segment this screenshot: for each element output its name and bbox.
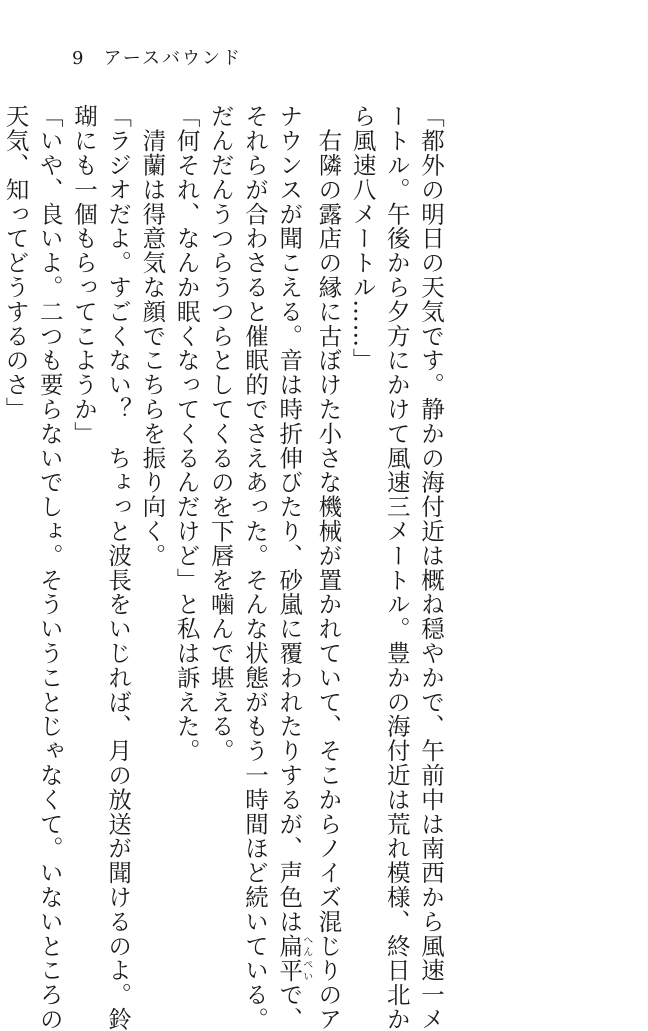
ruby-henpei — [275, 933, 312, 983]
text-line-12: 「いや、良いよ。二つも要らないでしょ。そういうことじゃなくて。いないところの — [35, 104, 64, 1031]
text-line-4: 右隣の露店の縁に古ぼけた小さな機械が置かれていて、そこからノイズ混じりのア — [314, 104, 343, 1031]
text-line-3: ら風速八メートル……」 — [348, 104, 377, 373]
text-line-2: ートル。午後から夕方にかけて風速三メートル。豊かの海付近は荒れ模様、終日北か — [382, 104, 411, 1031]
novel-text-body — [0, 104, 448, 1031]
text-line-5 — [272, 104, 312, 1031]
page-number: 9 — [72, 48, 86, 69]
text-line-6: それらが合わさると催眠的でさえあった。そんな状態がもう一時間ほど続いている。 — [240, 104, 269, 1031]
text-line-8: 「何それ、なんか眠くなってくるんだけど」と私は訴えた。 — [172, 104, 201, 763]
text-line-5-lead: ナウンスが聞こえる。音は時折伸びたり、砂嵐に覆われたりするが、声色は — [275, 104, 304, 934]
text-line-7: だんだんうつらうつらとしてくるのを下唇を噛んで堪える。 — [206, 104, 235, 763]
text-line-5-tail: で、 — [275, 982, 304, 1031]
text-line-1: 「都外の明日の天気です。静かの海付近は概ね穏やかで、午前中は南西から風速一メ — [417, 104, 445, 1031]
chapter-title: アースバウンド — [103, 48, 243, 69]
text-line-10: 「ラジオだよ。すごくない？ ちょっと波長をいじれば、月の放送が聞けるのよ。鈴 — [104, 104, 133, 1031]
text-line-13: 天気、知ってどうするのさ」 — [1, 104, 30, 422]
text-line-11: 瑚にも一個もらってこようか」 — [69, 104, 98, 446]
ruby-reading: へんぺい — [300, 933, 312, 983]
ruby-base: 扁平 — [275, 933, 304, 983]
text-line-9: 清蘭は得意気な顔でこちらを振り向く。 — [138, 104, 167, 568]
running-header — [72, 44, 242, 70]
